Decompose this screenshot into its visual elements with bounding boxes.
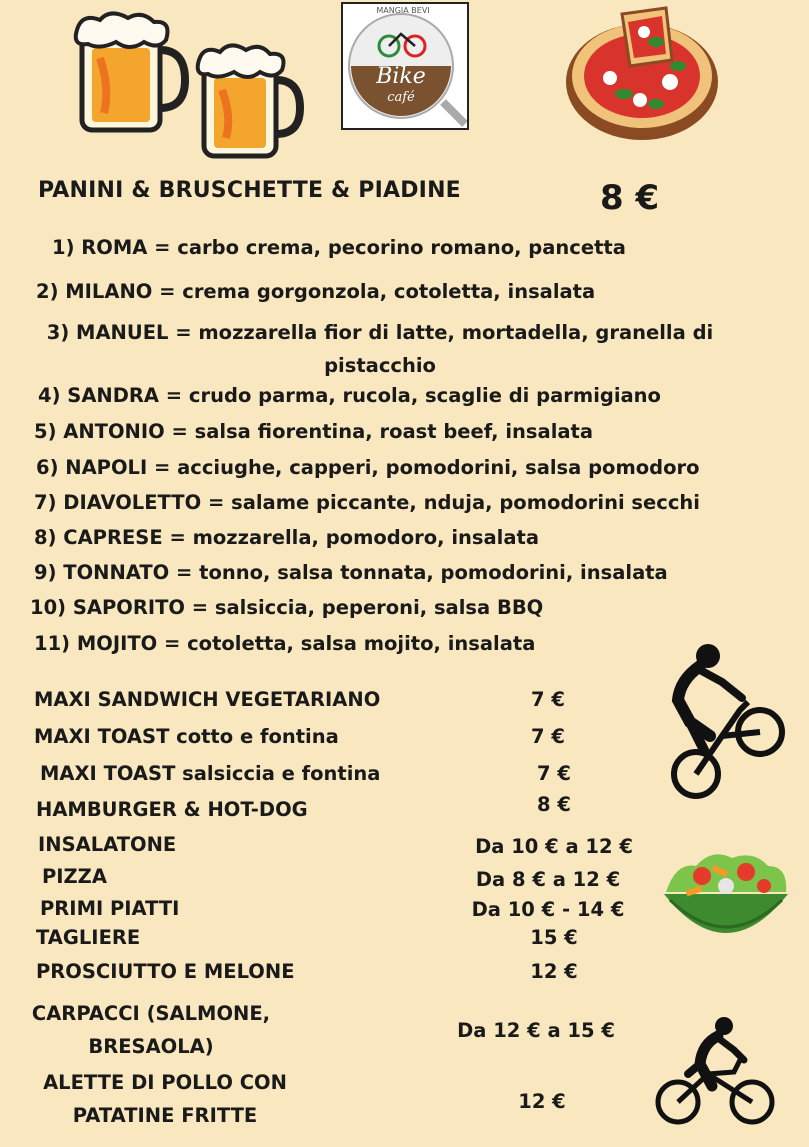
- cyclist-icon: [654, 1014, 778, 1126]
- logo-subtitle: café: [387, 90, 415, 105]
- list-item: 7) DIAVOLETTO = salame piccante, nduja, pomodorini secchi: [34, 491, 700, 514]
- menu-item-price: Da 10 € - 14 €: [471, 898, 625, 921]
- menu-item-price: 7 €: [537, 762, 571, 785]
- menu-item-price: 15 €: [530, 926, 578, 949]
- menu-item-price: Da 12 € a 15 €: [457, 1019, 615, 1042]
- menu-item-label: PRIMI PIATTI: [40, 897, 180, 920]
- salad-bowl-icon: [656, 842, 796, 954]
- bike-cafe-logo: [341, 2, 469, 130]
- menu-item-price: 7 €: [531, 688, 565, 711]
- menu-item-price: 7 €: [531, 725, 565, 748]
- menu-item-price: 8 €: [537, 793, 571, 816]
- list-item: 5) ANTONIO = salsa fiorentina, roast beef, insalata: [34, 420, 594, 443]
- bmx-rider-icon: [660, 640, 792, 802]
- list-item: 4) SANDRA = crudo parma, rucola, scaglie di parmigiano: [38, 384, 661, 407]
- list-item: 10) SAPORITO = salsiccia, peperoni, salsa BBQ: [30, 596, 544, 619]
- list-item: 2) MILANO = crema gorgonzola, cotoletta, insalata: [36, 280, 596, 303]
- menu-item-label: MAXI TOAST cotto e fontina: [34, 725, 339, 748]
- list-item: 11) MOJITO = cotoletta, salsa mojito, insalata: [34, 632, 536, 655]
- menu-item-label: INSALATONE: [38, 833, 177, 856]
- list-item: 1) ROMA = carbo crema, pecorino romano, pancetta: [52, 236, 626, 259]
- logo-name: Bike: [376, 64, 426, 89]
- list-item: 9) TONNATO = tonno, salsa tonnata, pomodorini, insalata: [34, 561, 668, 584]
- menu-item-label: PIZZA: [42, 865, 107, 888]
- menu-item-price: 12 €: [530, 960, 578, 983]
- menu-item-label: MAXI TOAST salsiccia e fontina: [40, 762, 381, 785]
- list-item: 6) NAPOLI = acciughe, capperi, pomodorini, salsa pomodoro: [36, 456, 700, 479]
- menu-item-label: ALETTE DI POLLO CON PATATINE FRITTE: [43, 1071, 287, 1127]
- menu-item-price: 12 €: [518, 1090, 566, 1113]
- menu-item-label: MAXI SANDWICH VEGETARIANO: [34, 688, 381, 711]
- list-item: 8) CAPRESE = mozzarella, pomodoro, insalata: [34, 526, 540, 549]
- menu-item-label: PROSCIUTTO E MELONE: [36, 960, 295, 983]
- menu-item-price: Da 8 € a 12 €: [475, 868, 621, 891]
- beer-mug-icon: [70, 8, 190, 138]
- logo-top-text: MANGIA BEVI: [376, 6, 430, 15]
- menu-item-price: Da 10 € a 12 €: [475, 835, 633, 858]
- beer-mug-icon: [190, 38, 305, 163]
- list-item: 3) MANUEL = mozzarella fior di latte, mortadella, granella di pistacchio: [46, 321, 714, 377]
- menu-item-label: HAMBURGER & HOT-DOG: [36, 798, 308, 821]
- section-price: 8 €: [600, 178, 660, 218]
- menu-item-label: CARPACCI (SALMONE, BRESAOLA): [31, 1002, 271, 1058]
- section-title: PANINI & BRUSCHETTE & PIADINE: [38, 178, 461, 203]
- menu-item-label: TAGLIERE: [36, 926, 141, 949]
- pizza-icon: [560, 4, 722, 144]
